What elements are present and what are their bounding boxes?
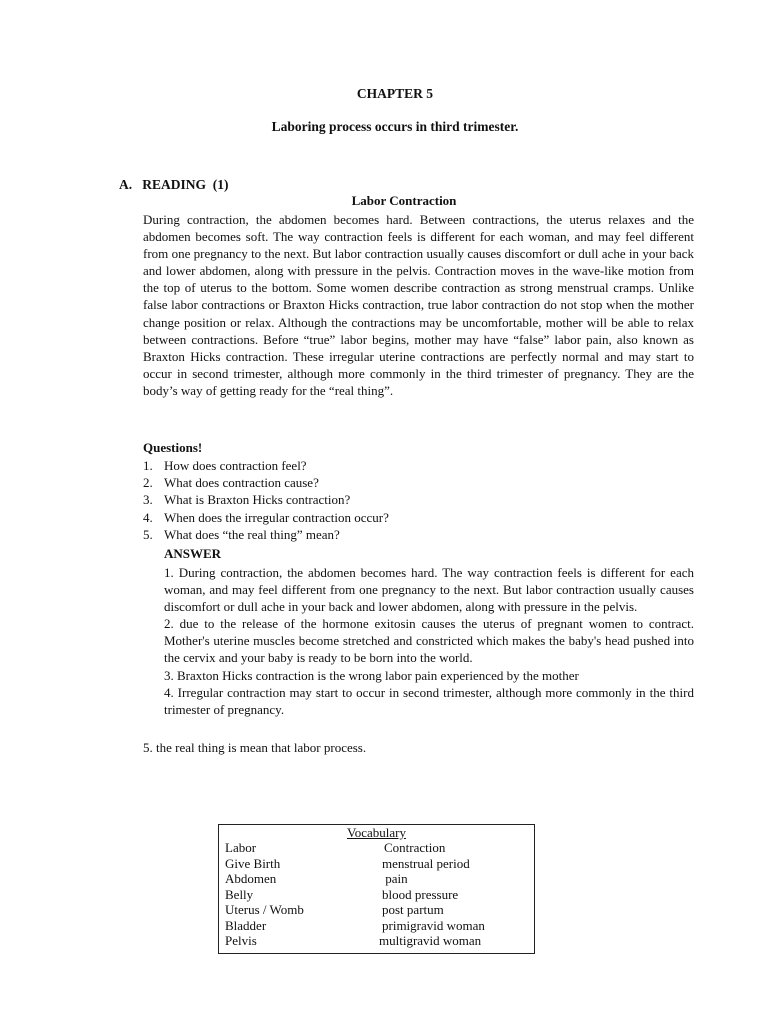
answer-item: 3. Braxton Hicks contraction is the wrong labor pain experienced by the mother: [164, 667, 579, 683]
vocabulary-term: blood pressure: [382, 886, 459, 902]
answer-item-last: 5. the real thing is mean that labor process.: [143, 740, 367, 755]
question-number: 2.: [143, 475, 153, 491]
question-number: 4.: [143, 509, 153, 525]
question-number: 5.: [143, 526, 153, 542]
chapter-subtitle: Laboring process occurs in third trimester.: [271, 119, 519, 134]
answer-heading: ANSWER: [164, 546, 222, 561]
vocabulary-term: pain: [382, 871, 408, 886]
vocabulary-term: menstrual period: [382, 855, 470, 871]
answer-item: 4. Irregular contraction may start to occur in second trimester, although more commonly in the third trimester of pregnancy.: [164, 684, 694, 717]
section-heading: A. READING (1): [119, 177, 229, 192]
question-text: What does contraction cause?: [164, 475, 319, 491]
chapter-title: CHAPTER 5: [356, 86, 434, 101]
vocabulary-row: [219, 871, 534, 887]
vocabulary-title: Vocabulary: [347, 825, 406, 840]
vocabulary-row: [219, 887, 534, 903]
vocabulary-term: Pelvis: [225, 933, 257, 948]
question-text: What is Braxton Hicks contraction?: [164, 492, 351, 508]
reading-paragraph: During contraction, the abdomen becomes hard. Between contractions, the uterus relaxes and the abdomen becomes soft. The way contraction feels is different for each woman, and may feel different from one pregnancy to the next. But labor contraction usually causes discomfort or dull ache in your back and lower abdomen, along with pressure in the pelvis. Contraction moves in the wave-like motion from the top of uterus to the bottom. Some women describe contraction as strong menstrual cramps. Unlike false labor contractions or Braxton Hicks contraction, true labor contraction do not stop when the mother change position or relax. Although the contractions may be uncomfortable, mother will be able to relax between contractions. Before “true” labor begins, mother may have “false” labor pain, also known as Braxton Hicks contraction. These irregular uterine contractions are perfectly normal and may start to occur in second trimester, although more commonly in the third trimester of pregnancy. They are the body’s way of getting ready for the “real thing”.: [143, 212, 694, 398]
vocabulary-term: Give Birth: [225, 855, 281, 871]
answer-item: 1. During contraction, the abdomen becomes hard. The way contraction feels is different for each woman, and may feel different from one pregnancy to the next. But labor contraction usually causes discomfort or dull ache in your back and lower abdomen, along with pressure in the pelvis.: [164, 565, 694, 615]
vocabulary-box: [218, 824, 535, 954]
question-text: How does contraction feel?: [164, 458, 307, 473]
questions-heading: Questions!: [143, 440, 203, 455]
vocabulary-row: [219, 933, 534, 949]
vocabulary-row: [219, 902, 534, 918]
question-number: 1.: [143, 458, 153, 473]
vocabulary-row: [219, 840, 534, 856]
vocabulary-term: Abdomen: [225, 871, 277, 886]
question-text: What does “the real thing” mean?: [164, 526, 340, 542]
vocabulary-term: Contraction: [384, 840, 446, 855]
vocabulary-row: [219, 918, 534, 934]
vocabulary-row: [219, 856, 534, 872]
question-number: 3.: [143, 492, 153, 508]
vocabulary-term: Labor: [225, 840, 257, 855]
vocabulary-term: Belly: [225, 886, 254, 902]
answer-item: 2. due to the release of the hormone exitosin causes the uterus of pregnant women to contract. Mother's uterine muscles become stretched and constricted which makes the baby's head pushed into the cervix and your baby is ready to be born into the world.: [164, 616, 694, 666]
vocabulary-term: Uterus / Womb: [225, 902, 304, 917]
vocabulary-term: Bladder: [225, 917, 267, 933]
answer-block: [164, 564, 694, 718]
reading-title: Labor Contraction: [351, 193, 457, 208]
vocabulary-term: primigravid woman: [382, 917, 485, 933]
vocabulary-term: multigravid woman: [379, 933, 482, 948]
vocabulary-term: post partum: [382, 902, 444, 917]
question-text: When does the irregular contraction occur?: [164, 509, 389, 525]
